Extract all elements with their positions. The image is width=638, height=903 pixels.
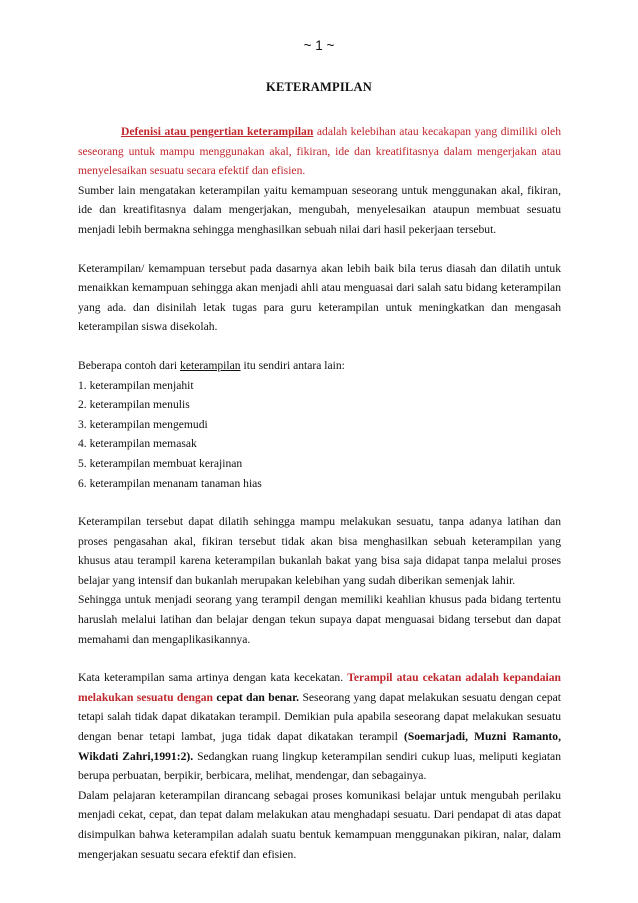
list-item: 3. keterampilan mengemudi: [78, 417, 208, 431]
list-item: 2. keterampilan menulis: [78, 398, 190, 412]
highlighted-definition: Terampil atau cekatan adalah kepandaian melakukan sesuatu dengan: [78, 671, 561, 704]
page-number: ~ 1 ~: [303, 38, 335, 53]
paragraph-definition-quote: Kata keterampilan sama artinya dengan kata kecekatan. Terampil atau cekatan adalah kepandaian melakukan sesuatu dengan cepat dan benar. Seseorang yang dapat melakukan sesuatu dengan cepat tetapi salah tidak dapat dikatakan terampil. Demikian pula apabila seseorang dapat melakukan sesuatu dengan benar tetapi lambat, juga tidak dapat dikatakan terampil (Soemarjadi, Muzni Ramanto, Wikdati Zahri,1991:2). Sedangkan ruang lingkup keterampilan sendiri cukup luas, meliputi kegiatan berupa perbuatan, berpikir, berbicara, melihat, mendengar, dan sebagainya.: [78, 671, 562, 783]
list-item: 5. keterampilan membuat kerajinan: [78, 456, 243, 470]
paragraph-skill-training: Keterampilan/ kemampuan tersebut pada dasarnya akan lebih baik bila terus diasah dan dilatih untuk menaikkan kemampuan sehingga akan menjadi ahli atau menguasai dari salah satu bidang keterampilan yang ada. dan disinilah letak tugas para guru keterampilan untuk meningkatkan dan mengasah keterampilan siswa disekolah.: [78, 261, 561, 334]
citation: (Soemarjadi, Muzni Ramanto, Wikdati Zahri,1991:2).: [78, 730, 561, 763]
list-intro: Beberapa contoh dari keterampilan itu sendiri antara lain:: [78, 358, 345, 372]
keterampilan-link[interactable]: keterampilan: [180, 358, 241, 372]
list-item: 1. keterampilan menjahit: [78, 378, 194, 392]
paragraph-definition: [78, 122, 561, 181]
definition-lead: Defenisi atau pengertian keterampilan: [121, 125, 314, 138]
definition-text: adalah kelebihan atau kecakapan yang dimiliki oleh seseorang untuk mampu menggunakan akal, fikiran, ide dan kreatifitasnya dalam mengerjakan atau menyelesaikan sesuatu secara efektif dan efisien.: [78, 125, 561, 178]
paragraph-practice: Keterampilan tersebut dapat dilatih sehingga mampu melakukan sesuatu, tanpa adanya latihan dan proses pengasahan akal, fikiran tersebut tidak akan bisa menghasilkan sebuah keterampilan yang khusus atau terampil karena keterampilan bukanlah bakat yang bisa saja didapat tanpa melalui proses belajar yang intensif dan bukanlah merupakan kelebihan yang sudah diberikan semenjak lahir.: [78, 515, 561, 587]
examples-list: [78, 376, 561, 494]
paragraph-expertise: Sehingga untuk menjadi seorang yang terampil dengan memiliki keahlian khusus pada bidang tertentu haruslah melalui latihan dan belajar dengan tekun supaya dapat menguasai bidang tersebut dan dapat memahami dan mengaplikasikannya.: [78, 593, 561, 646]
paragraph-conclusion: Dalam pelajaran keterampilan dirancang sebagai proses komunikasi belajar untuk mengubah perilaku menjadi cekat, cepat, dan tepat dalam melakukan atau menghadapi sesuatu. Dari pendapat di atas dapat disimpulkan bahwa keterampilan adalah suatu bentuk kemampuan menggunakan pikiran, nalar, dalam mengerjakan sesuatu secara efektif dan efisien.: [78, 788, 561, 861]
list-item: 4. keterampilan memasak: [78, 437, 197, 451]
page-title: KETERAMPILAN: [266, 80, 372, 94]
document-body: [78, 122, 561, 864]
list-item: 6. keterampilan menanam tanaman hias: [78, 476, 262, 490]
paragraph-other-source: Sumber lain mengatakan keterampilan yaitu kemampuan seseorang untuk menggunakan akal, fikiran, ide dan kreatifitasnya dalam mengerjakan, mengubah, menyelesaikan ataupun membuat sesuatu menjadi lebih bermakna sehingga menghasilkan sebuah nilai dari hasil pekerjaan tersebut.: [78, 183, 561, 236]
